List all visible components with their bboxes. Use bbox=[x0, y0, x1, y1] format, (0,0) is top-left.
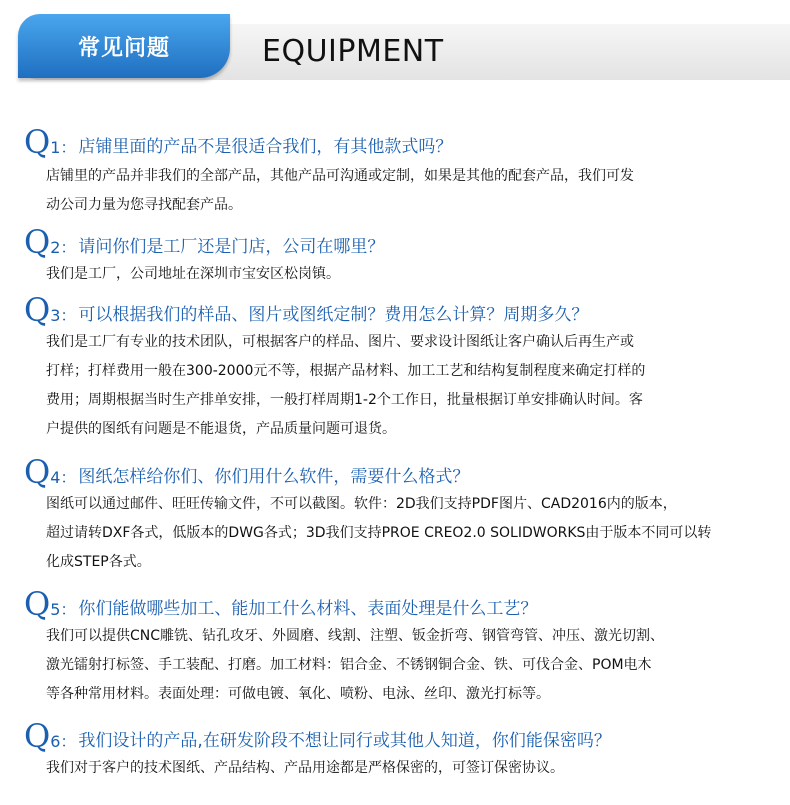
question-number: 6： bbox=[50, 732, 77, 751]
answer-line: 化成STEP各式。 bbox=[46, 554, 151, 570]
answer-line: 户提供的图纸有问题是不能退货，产品质量问题可退货。 bbox=[46, 421, 396, 437]
question-3 bbox=[24, 286, 784, 329]
question-4 bbox=[24, 448, 784, 491]
q-mark: Q bbox=[24, 123, 51, 161]
answer-line: 超过请转DXF各式，低版本的DWG各式；3D我们支持PROE CREO2.0 SOLIDWORKS由于版本不同可以转 bbox=[46, 525, 712, 541]
question-number: 3： bbox=[50, 306, 77, 325]
q-mark: Q bbox=[24, 223, 51, 261]
question-1 bbox=[24, 118, 784, 161]
faq-badge: 常见问题 bbox=[18, 14, 230, 78]
question-number: 4： bbox=[50, 468, 77, 487]
header bbox=[0, 14, 790, 78]
answer-line: 打样；打样费用一般在300-2000元不等，根据产品材料、加工工艺和结构复制程度来确定打样的 bbox=[46, 363, 646, 379]
answer-line: 我们对于客户的技术图纸、产品结构、产品用途都是严格保密的，可签订保密协议。 bbox=[46, 760, 564, 776]
answer-1 bbox=[46, 162, 770, 220]
answer-3 bbox=[46, 328, 770, 444]
q-mark: Q bbox=[24, 453, 51, 491]
question-6 bbox=[24, 712, 784, 755]
answer-line: 动公司力量为您寻找配套产品。 bbox=[46, 197, 242, 213]
question-text: 我们设计的产品,在研发阶段不想让同行或其他人知道，你们能保密吗？ bbox=[78, 731, 611, 751]
answer-line: 等各种常用材料。表面处理：可做电镀、氧化、喷粉、电泳、丝印、激光打标等。 bbox=[46, 686, 550, 702]
question-number: 5： bbox=[50, 600, 77, 619]
q-mark: Q bbox=[24, 717, 51, 755]
question-text: 可以根据我们的样品、图片或图纸定制？费用怎么计算？周期多久？ bbox=[78, 305, 589, 325]
answer-5 bbox=[46, 622, 770, 709]
question-5 bbox=[24, 580, 784, 623]
question-2 bbox=[24, 218, 784, 261]
question-text: 请问你们是工厂还是门店，公司在哪里？ bbox=[78, 237, 385, 257]
q-mark: Q bbox=[24, 585, 51, 623]
q-mark: Q bbox=[24, 291, 51, 329]
answer-6 bbox=[46, 754, 770, 783]
answer-line: 我们是工厂有专业的技术团队，可根据客户的样品、图片、要求设计图纸让客户确认后再生产或 bbox=[46, 334, 634, 350]
answer-4 bbox=[46, 490, 770, 577]
answer-2 bbox=[46, 260, 770, 289]
question-number: 1： bbox=[50, 138, 77, 157]
question-text: 图纸怎样给你们、你们用什么软件，需要什么格式？ bbox=[78, 467, 470, 487]
answer-line: 费用；周期根据当时生产排单安排，一般打样周期1-2个工作日，批量根据订单安排确认时间。客 bbox=[46, 392, 643, 408]
answer-line: 我们可以提供CNC雕铣、钻孔攻牙、外圆磨、线割、注塑、钣金折弯、钢管弯管、冲压、激光切割、 bbox=[46, 628, 665, 644]
question-number: 2： bbox=[50, 238, 77, 257]
answer-line: 我们是工厂，公司地址在深圳市宝安区松岗镇。 bbox=[46, 266, 340, 282]
question-text: 你们能做哪些加工、能加工什么材料、表面处理是什么工艺？ bbox=[78, 599, 538, 619]
question-text: 店铺里面的产品不是很适合我们，有其他款式吗？ bbox=[78, 137, 453, 157]
answer-line: 激光镭射打标签、手工装配、打磨。加工材料：铝合金、不锈钢铜合金、铁、可伐合金、POM电木 bbox=[46, 657, 652, 673]
answer-line: 店铺里的产品并非我们的全部产品，其他产品可沟通或定制，如果是其他的配套产品，我们可发 bbox=[46, 168, 634, 184]
page-title: EQUIPMENT bbox=[262, 34, 444, 69]
answer-line: 图纸可以通过邮件、旺旺传输文件，不可以截图。软件：2D我们支持PDF图片、CAD2016内的版本， bbox=[46, 496, 677, 512]
